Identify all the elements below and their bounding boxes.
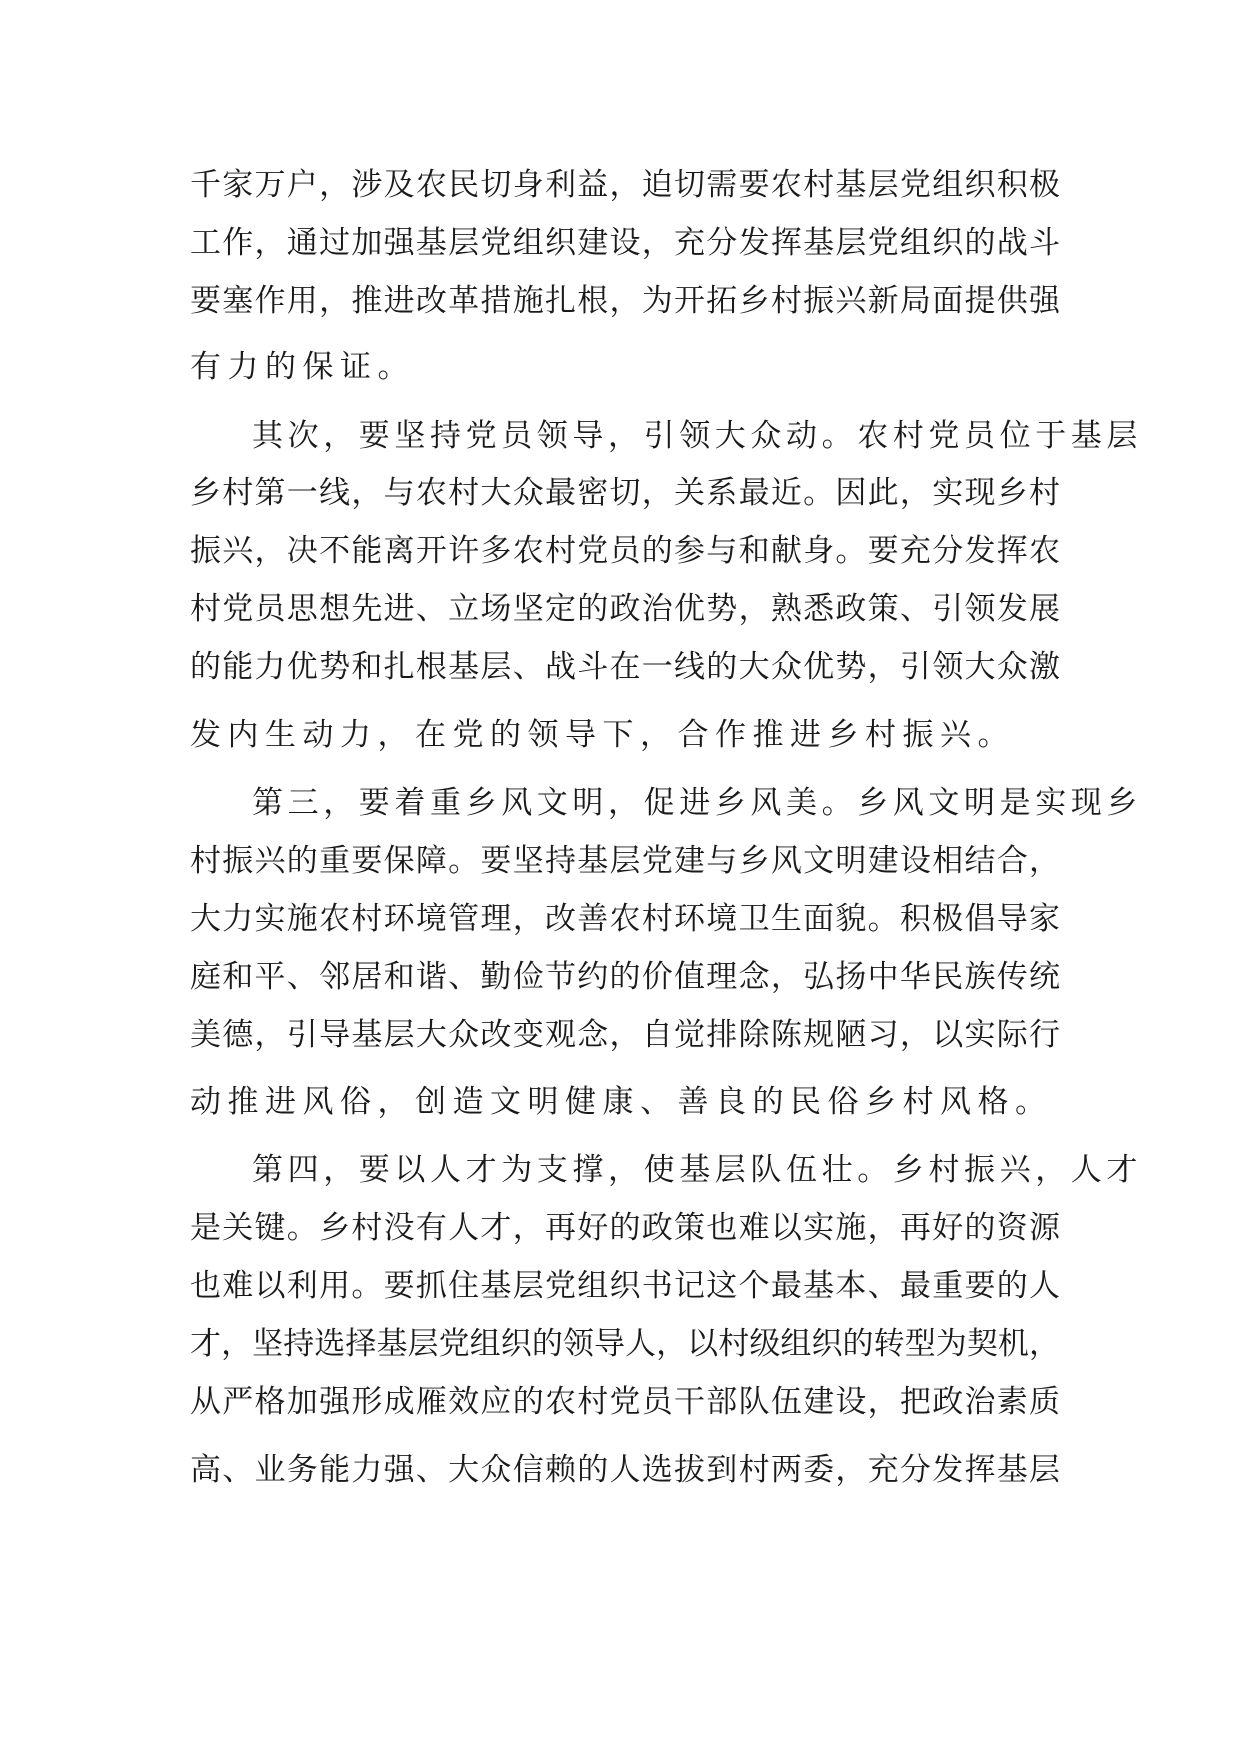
- text-line: 村党员思想先进、立场坚定的政治优势，熟悉政策、引领发展: [190, 591, 1060, 627]
- paragraph-first-line: 其次，要坚持党员领导，引领大众动。农村党员位于基层: [252, 418, 1142, 454]
- text-line: 有力的保证。: [190, 349, 415, 385]
- paragraph-first-line: 第三，要着重乡风文明，促进乡风美。乡风文明是实现乡: [252, 785, 1142, 821]
- text-line: 的能力优势和扎根基层、战斗在一线的大众优势，引领大众激: [190, 649, 1060, 685]
- text-line: 庭和平、邻居和谐、勤俭节约的价值理念，弘扬中华民族传统: [190, 959, 1060, 995]
- text-line: 乡村第一线，与农村大众最密切，关系最近。因此，实现乡村: [190, 475, 1060, 511]
- text-line: 美德，引导基层大众改变观念，自觉排除陈规陋习，以实际行: [190, 1017, 1060, 1053]
- text-line: 千家万户，涉及农民切身利益，迫切需要农村基层党组织积极: [190, 167, 1060, 203]
- text-line: 发内生动力，在党的领导下，合作推进乡村振兴。: [190, 717, 1015, 753]
- text-line: 动推进风俗，创造文明健康、善良的民俗乡村风格。: [190, 1084, 1053, 1120]
- text-line: 也难以利用。要抓住基层党组织书记这个最基本、最重要的人: [190, 1268, 1060, 1304]
- text-line: 振兴，决不能离开许多农村党员的参与和献身。要充分发挥农: [190, 533, 1060, 569]
- text-line: 是关键。乡村没有人才，再好的政策也难以实施，再好的资源: [190, 1210, 1060, 1246]
- text-line: 才，坚持选择基层党组织的领导人，以村级组织的转型为契机，: [190, 1326, 1060, 1362]
- text-line: 高、业务能力强、大众信赖的人选拔到村两委，充分发挥基层: [190, 1452, 1060, 1488]
- paragraph-first-line: 第四，要以人才为支撑，使基层队伍壮。乡村振兴，人才: [252, 1152, 1142, 1188]
- text-line: 要塞作用，推进改革措施扎根，为开拓乡村振兴新局面提供强: [190, 283, 1060, 319]
- text-line: 从严格加强形成雁效应的农村党员干部队伍建设，把政治素质: [190, 1384, 1060, 1420]
- text-line: 工作，通过加强基层党组织建设，充分发挥基层党组织的战斗: [190, 225, 1060, 261]
- text-line: 村振兴的重要保障。要坚持基层党建与乡风文明建设相结合，: [190, 843, 1060, 879]
- text-line: 大力实施农村环境管理，改善农村环境卫生面貌。积极倡导家: [190, 901, 1060, 937]
